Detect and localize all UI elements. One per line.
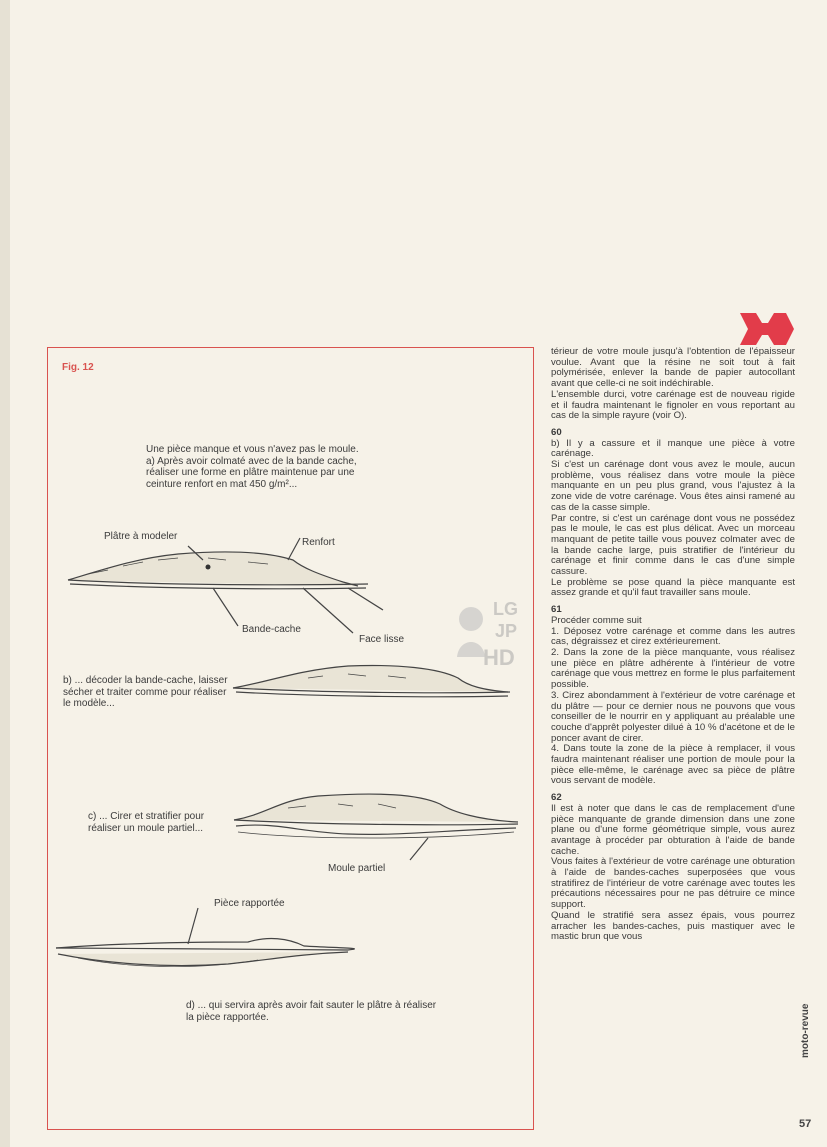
paragraph: 3. Cirez abondamment à l'extérieur de votre carénage et du plâtre — pour ce dernier nous ne pouvons que vous conseiller de le nourrir en y appliquant au préalable une couche d'apprêt polyester dilué à 10 % d'acétone et de le poncer avant de cirer. [551,689,795,744]
figure-12-box [47,347,534,1130]
magazine-logo-icon [738,311,794,347]
label-renfort: Renfort [302,537,335,548]
paragraph: Il est à noter que dans le cas de remplacement d'une pièce manquante de grande dimension dans une zone plane ou d'une forme géométrique simple, vous aurez avantage à procéder par obturation à l'aide de bande cache. [551,802,795,857]
watermark-line-1: LG [493,599,518,619]
side-title: moto-revue [800,1003,811,1058]
paragraph: Si c'est un carénage dont vous avez le moule, aucun problème, vous réalisez dans votre moule la pièce manquante en un peu plus grand, vous l'ajustez à la zone vide de votre carénage. Vous êtes ainsi ramené au cas de la casse simple. [551,459,795,513]
paragraph: b) Il y a cassure et il manque une pièce à votre carénage. [551,437,795,460]
intro-line-1: Une pièce manque et vous n'avez pas le moule. [146,444,359,455]
paragraph: Quand le stratifié sera assez épais, vous pourrez arracher les bandes-caches, puis mastiquer avec le mastic brun que vous [551,909,795,943]
paragraph: 1. Déposez votre carénage et comme dans les autres cas, dégraissez et cirez extérieurement. [551,625,795,648]
figure-label: Fig. 12 [62,362,94,373]
section-number: 60 [551,426,562,438]
label-bande-cache: Bande-cache [242,624,301,635]
watermark-line-2: JP [495,621,518,641]
paragraph: L'ensemble durci, votre carénage est de nouveau rigide et il faudra maintenant le fignoler en vous reportant au cas de la simple rayure (voir O). [551,388,795,422]
label-platre: Plâtre à modeler [104,531,178,542]
section-number: 61 [551,604,562,616]
paragraph: 2. Dans la zone de la pièce manquante, vous réalisez une pièce en plâtre adhérente à l'intérieur de votre carénage que vous mettrez en forme le plus parfaitement possible. [551,646,795,691]
paragraph: Procéder comme suit [551,614,642,626]
paragraph: Par contre, si c'est un carénage dont vous ne possédez pas le moule, le cas est plus délicat. Avec un morceau manquant de petite taille vous pouvez colmater avec de la bande cache large, puis stratifier de l'intérieur du carénage et finir comme dans le cas d'une simple cassure. [551,512,795,578]
text-column [551,347,795,943]
page-number: 57 [799,1118,812,1130]
drawing-c-shape [234,794,518,822]
watermark-line-3: HD [483,645,515,670]
page-edge [0,0,10,1147]
drawing-a-plaster [68,552,358,586]
caption-c: c) ... Cirer et stratifier pour réaliser un moule partiel... [88,811,205,834]
label-moule-partiel: Moule partiel [328,863,386,874]
watermark [453,597,533,677]
label-face-lisse: Face lisse [359,634,405,645]
caption-b: b) ... décoder la bande-cache, laisser sécher et traiter comme pour réaliser le modèle... [63,675,228,709]
paragraph: Le problème se pose quand la pièce manquante est assez grande et qu'il faut travailler sans moule. [551,576,795,599]
paragraph: Vous faites à l'extérieur de votre carénage une obturation à l'aide de bandes-caches superposées que vous stratifirez de l'intérieur de votre carénage avec toutes les précautions nécessaires pour ne pas détruire ce mince support. [551,856,795,911]
section-number: 62 [551,792,562,804]
paragraph: térieur de votre moule jusqu'à l'obtention de l'épaisseur voulue. Avant que la résine ne soit tout à fait polymérisée, enlever la bande de papier autocollant avant que celle-ci ne soit indéchirable. [551,346,795,390]
paragraph: 4. Dans toute la zone de la pièce à remplacer, il vous faudra maintenant réaliser une portion de moule pour la pièce elle-même, le carénage avec sa pièce de plâtre vous servant de modèle. [551,743,795,787]
intro-line-2: a) Après avoir colmaté avec de la bande cache, réaliser une forme en plâtre maintenue par une ceinture renfort en mat 450 g/m²... [146,455,357,490]
caption-d: d) ... qui servira après avoir fait sauter le plâtre à réaliser la pièce rapportée. [186,1000,437,1023]
label-piece-rapportee: Pièce rapportée [214,898,285,909]
